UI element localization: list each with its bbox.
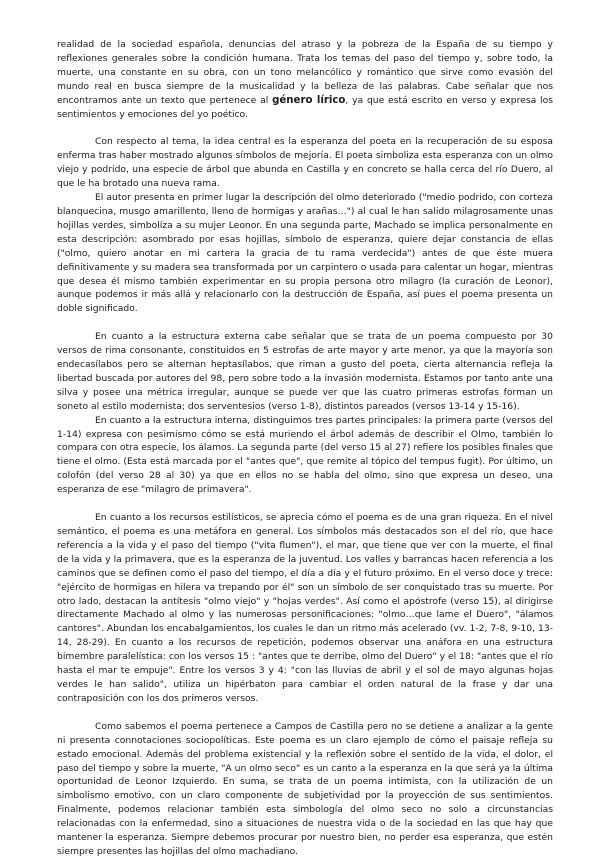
paragraph-recursos xyxy=(57,511,553,706)
paragraph-estructura-externa xyxy=(57,330,553,413)
paragraph-autor xyxy=(57,191,553,316)
paragraph-conclusion xyxy=(57,720,553,859)
paragraph-estructura-interna xyxy=(57,414,553,497)
paragraph-text: En cuanto a la estructura interna, distinguimos tres partes principales: la primera parte (versos del 1-14) expresa con pesimismo cómo se está muriendo el árbol además de describir el Olmo, también lo compara con otra especie, los álamos. La segunda parte (del verso 15 al 27) refiere los posibles finales que tiene el olmo. (Esta está marcada por el "antes que", que remite al tópico del tempus fugit). Por último, un colofón (del verso 28 al 30) ya que en ellos no se habla del olmo, sino que expresa un deseo, una esperanza de ese "milagro de primavera". xyxy=(57,414,554,496)
paragraph-tema xyxy=(57,135,553,191)
paragraph-intro xyxy=(57,38,553,121)
paragraph-text: El autor presenta en primer lugar la descripción del olmo deteriorado ("medio podrido, con corteza blanquecina, musgo amarillento, lleno de hormigas y arañas…") al cual le han salido milagrosamente unas hojillas verdes, simbolíza a su mujer Leonor. En una segunda parte, Machado se implica personalmente en esta descripción: asombrado por esas hojillas, símbolo de esperanza, quiere dejar constancia de ellas ("olmo, quiero anotar en mi cartera la gracia de tu rama verdecida") antes de que éste muera definitivamente y su madera sea transformada por un carpintero o usada para calentar un hogar, mientras que desea él mismo también experimentar en su propia persona otro milagro (la curación de Leonor), aunque podemos ir más allá y relacionarlo con la destrucción de España, así pues el poema presenta un doble significado. xyxy=(57,192,553,315)
paragraph-text: realidad de la sociedad española, denuncias del atraso y la pobreza de la España de su tiempo y reflexiones generales sobre la condición humana. Trata los temas del paso del tiempo y, sobre todo, la muerte, una constante en su obra, con un tono melancólico y romántico que sirve como evasión del mundo real en busca siempre de la musicalidad y la belleza de las palabras. Cabe señalar que nos encontramos ante un texto que pertenece al xyxy=(57,39,553,106)
paragraph-text: , ya que está escrito en verso y expresa los sentimientos y emociones del yo poético. xyxy=(57,94,553,120)
paragraph-text: Como sabemos el poema pertenece a Campos de Castilla pero no se detiene a analizar a la gente ni presenta connotaciones sociopolíticas. Este poema es un claro ejemplo de cómo el paisaje refleja su estado emocional. Además del problema existencial y la reflexión sobre el sentido de la vida, el dolor, el paso del tiempo y sobre la muerte, "A un olmo seco" es un canto a la esperanza en la que será ya la última oportunidad de Leonor Izquierdo. En suma, se trata de un poema intimista, con la utilización de un simbolismo emotivo, con un claro componente de subjetividad por la proyección de sus sentimientos. Finalmente, podemos relacionar también esta simbología del olmo seco no solo a circunstancias relacionadas con la enfermedad, sino a situaciones de nuestra vida o de la sociedad en las que hay que mantener la esperanza. Siempre debemos procurar por nuestro bien, no perder esa esperanza, que estén siempre presentes las hojillas del olmo machadiano. xyxy=(57,720,553,857)
paragraph-text: En cuanto a la estructura externa cabe señalar que se trata de un poema compuesto por 30 versos de rima consonante, constituidos en 5 estrofas de arte mayor y arte menor, ya que la mayoría son endecasílabos pero se alternan heptasílabos, que riman a gusto del poeta, cierta alternancia refleja la libertad buscada por autores del 98, pero sobre todo a la invasión modernista. Estamos por tanto ante una silva y posee una métrica irregular, aunque se puede ver que las cuatro primeras estrofas forman un soneto al estilo modernista; dos serventesios (verso 1-8), distintos pareados (versos 13-14 y 15-16). xyxy=(57,331,553,412)
bold-term: género lírico xyxy=(272,94,346,106)
paragraph-text: En cuanto a los recursos estilísticos, se aprecia cómo el poema es de una gran riqueza. En el nivel semántico, el poema es una metáfora en general. Los símbolos más destacados son el del río, que hace referencia a la vida y el paso del tiempo ("vita flumen"), el mar, que tiene que ver con la muerte, el final de la vida y la primavera, que es la esperanza de la juventud. Los valles y barrancas hacen referencia a los caminos que se definen como el paso del tiempo, el día a día y el futuro próximo. En el verso doce y trece: "ejército de hormigas en hilera va trepando por él" son un símbolo de ser conquistado tras su muerte. Por otro lado, destacan la antítesis "olmo viejo" y "hojas verdes". Así como el apóstrofe (verso 15), al dirigirse directamente Machado al olmo y las numerosas personificaciones: "olmo…que lame el Duero", "álamos cantores". Abundan los encabalgamientos, los cuales le dan un ritmo más acelerado (vv. 1-2, 7-8, 9-10, 13-14, 28-29). En cuanto a los recursos de repetición, podemos observar una anáfora en una estructura bimembre paralelística: con los versos 15 : "antes que te derribe, olmo del Duero" y el 18: "antes que el río hasta el mar te empuje". Entre los versos 3 y 4: "con las lluvias de abril y el sol de mayo algunas hojas verdes le han salido", utiliza un hipérbaton para cambiar el orden natural de la frase y dar una contraposición con los dos primeros versos. xyxy=(57,512,553,704)
document-page xyxy=(57,38,553,859)
paragraph-text: Con respecto al tema, la idea central es la esperanza del poeta en la recuperación de su esposa enferma tras haber mostrado algunos símbolos de mejoría. El poeta simboliza esta esperanza con un olmo viejo y podrido, una especie de árbol que abunda en Castilla y en concreto se halla cerca del río Duero, al que le ha brotado una nueva rama. xyxy=(57,136,553,190)
